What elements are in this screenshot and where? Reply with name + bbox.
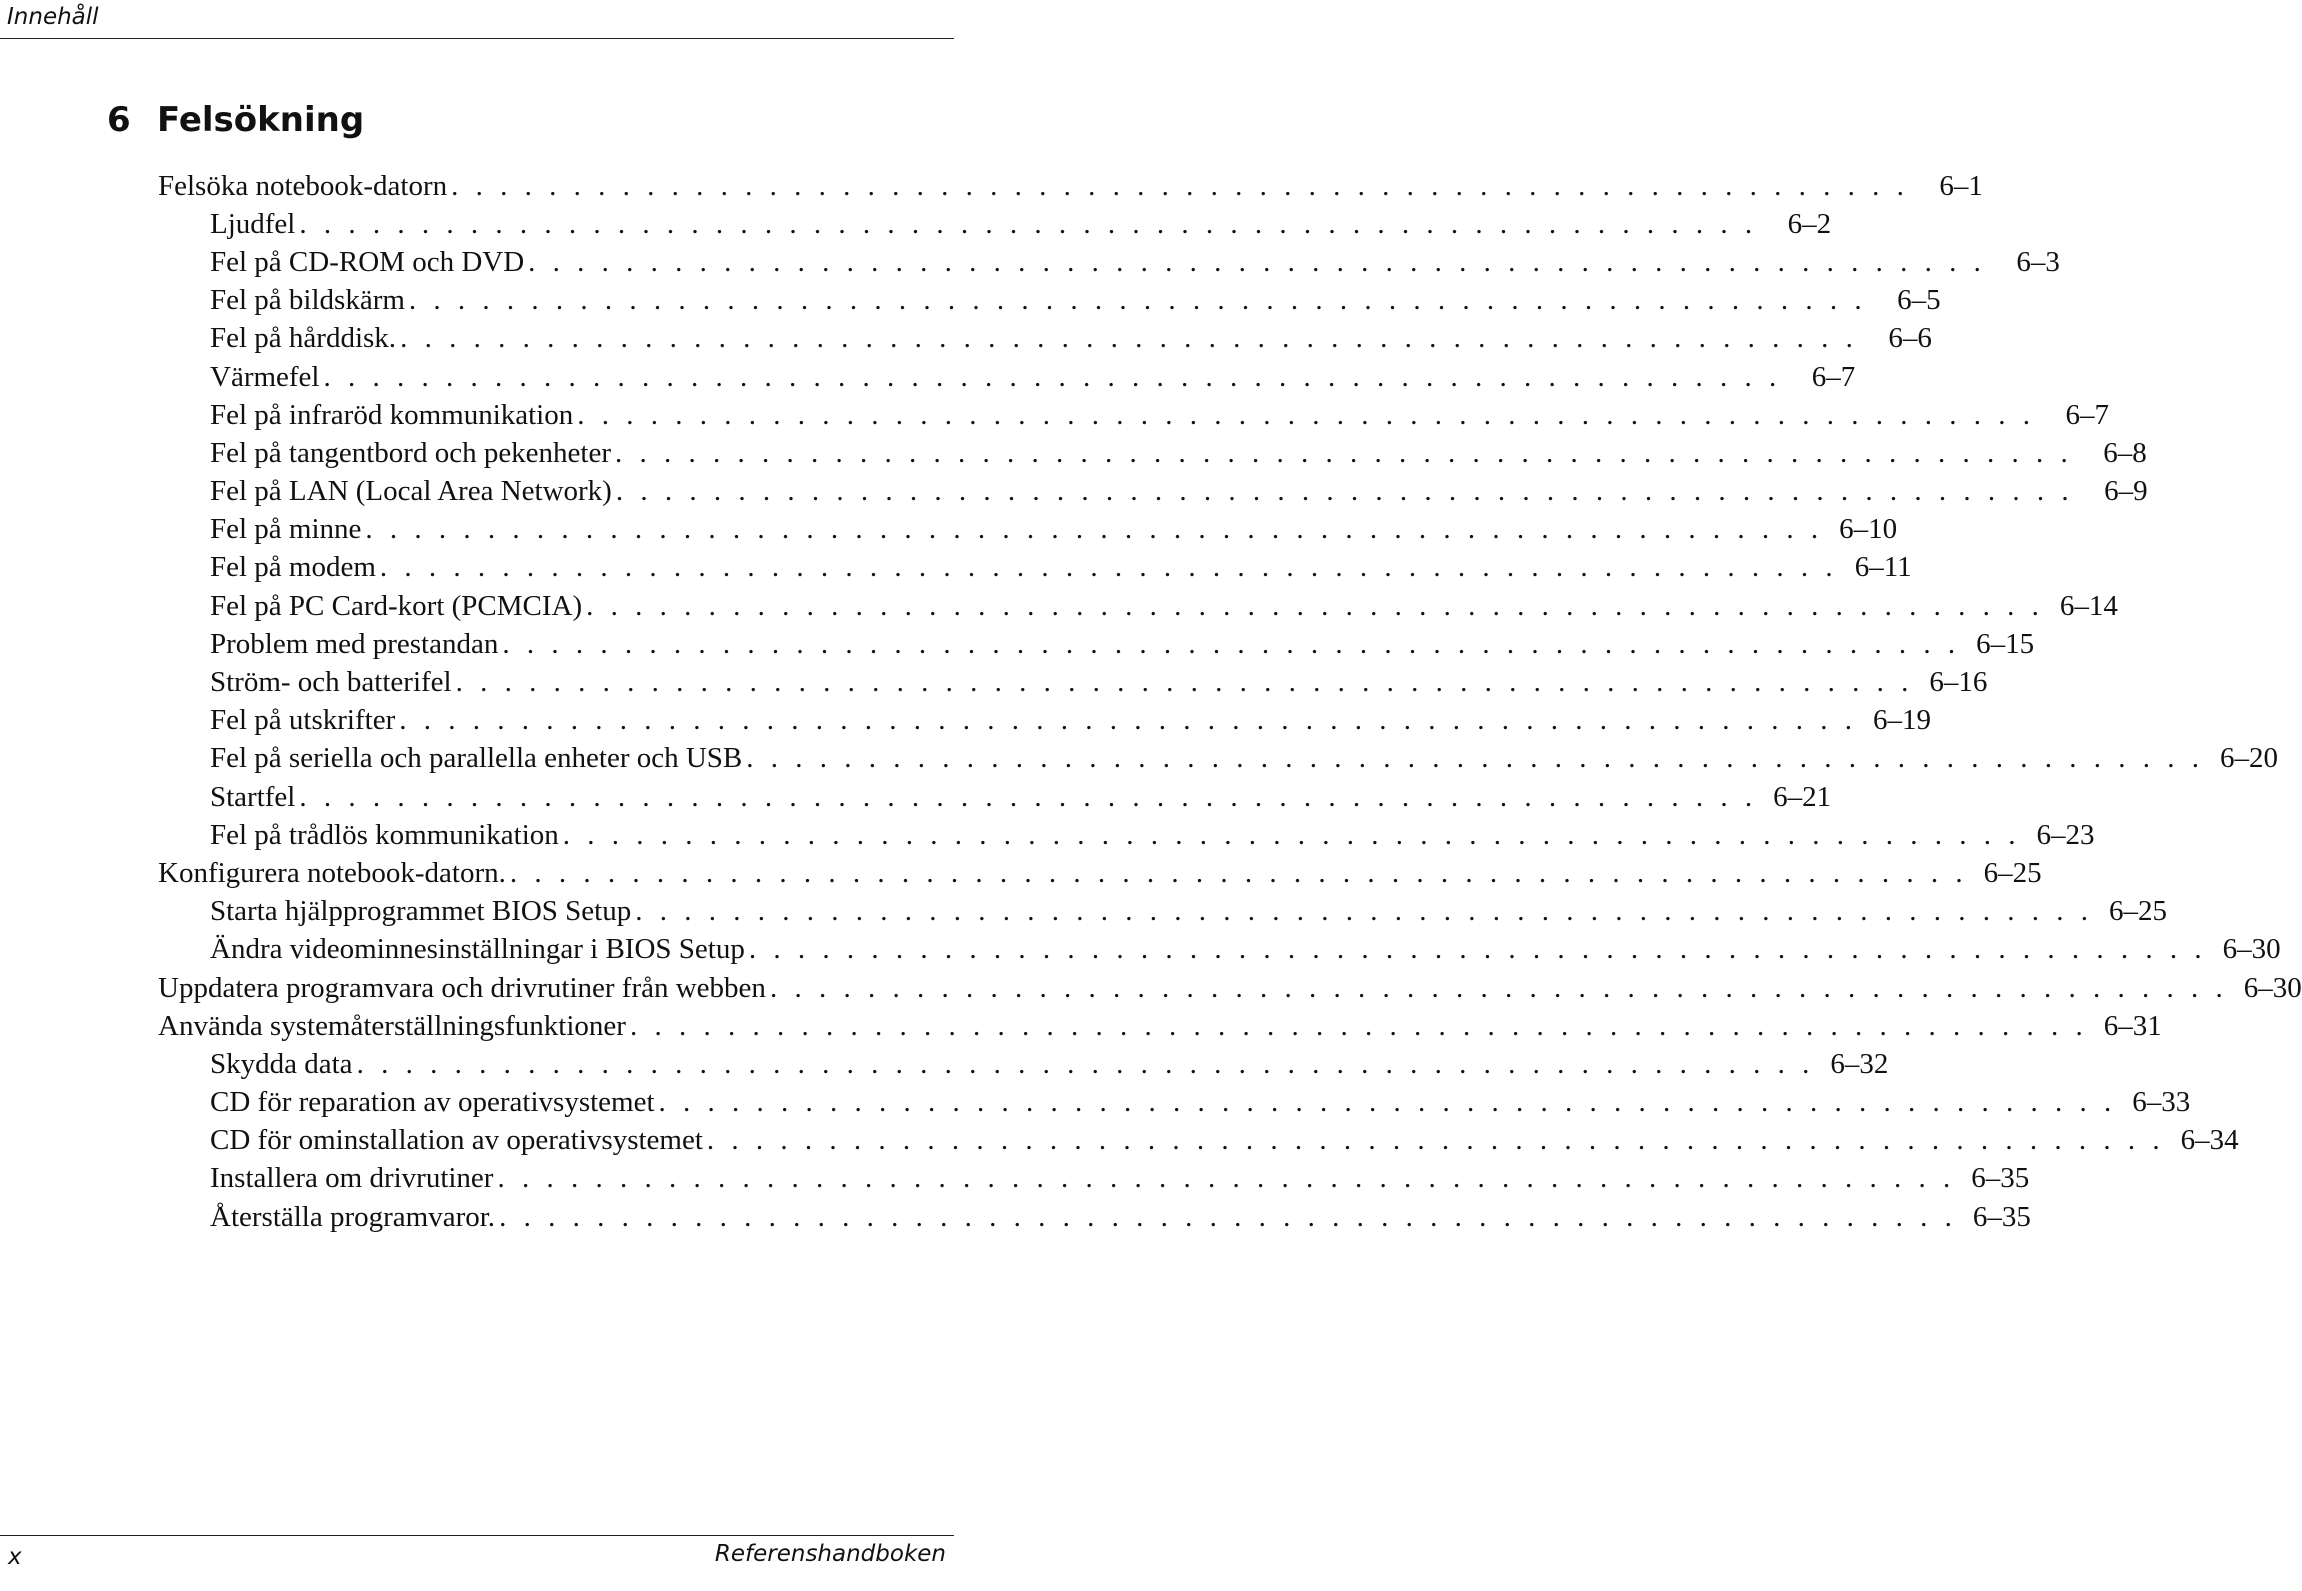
dot-leader: . . . . . . . . . . . . . . . . . . . . . . . . . . . . . . . . . . . . . . . . . . . . . . . . . . . . . . . . . . . . (615, 475, 2074, 508)
toc-entry-title: Fel på modem (210, 551, 376, 584)
dot-leader: . . . . . . . . . . . . . . . . . . . . . . . . . . . . . . . . . . . . . . . . . . . . . . . . . . . . . . . . . . . . (586, 589, 2044, 622)
toc-entry-page: 6–2 (1787, 207, 1832, 240)
toc-entry[interactable] (158, 969, 2302, 1007)
toc-entry-page: 6–15 (1976, 627, 2035, 660)
toc-entry-page: 6–35 (1971, 1162, 2030, 1195)
dot-leader: . . . . . . . . . . . . . . . . . . . . . . . . . . . . . . . . . . . . . . . . . . . . . . . . . . . . . . . . . . . . (499, 1200, 1957, 1233)
toc-entry-title: Felsöka notebook-datorn (158, 169, 448, 202)
toc-entry-title: Fel på CD-ROM och DVD (210, 245, 525, 278)
dot-leader: . . . . . . . . . . . . . . . . . . . . . . . . . . . . . . . . . . . . . . . . . . . . . . . . . . . . . . . . . . . . (562, 818, 2021, 851)
toc-entry-page: 6–3 (2016, 245, 2060, 278)
toc-entry-page: 6–14 (2059, 589, 2118, 622)
toc-entry-title: Fel på hårddisk. (210, 322, 397, 355)
toc-entry-title: CD för reparation av operativsystemet (210, 1086, 655, 1119)
toc-entry[interactable] (158, 702, 1931, 740)
toc-entry-page: 6–21 (1773, 780, 1832, 813)
toc-entry-title: Ström- och batterifel (210, 666, 452, 699)
toc-entry[interactable] (158, 282, 1941, 320)
toc-entry-page: 6–8 (2103, 436, 2147, 469)
dot-leader: . . . . . . . . . . . . . . . . . . . . . . . . . . . . . . . . . . . . . . . . . . . . . . . . . . . . . . . . . . . . (497, 1162, 1956, 1195)
toc-entry-page: 6–6 (1888, 322, 1932, 355)
toc-entry-page: 6–7 (2065, 398, 2109, 431)
toc-entry-page: 6–30 (2222, 933, 2281, 966)
page-number: x (8, 1544, 22, 1570)
dot-leader: . . . . . . . . . . . . . . . . . . . . . . . . . . . . . . . . . . . . . . . . . . . . . . . . . . . . . . . . . . . . (509, 856, 1968, 889)
dot-leader: . . . . . . . . . . . . . . . . . . . . . . . . . . . . . . . . . . . . . . . . . . . . . . . . . . . . . . . . . . . . (455, 666, 1914, 699)
toc-entry-page: 6–32 (1830, 1047, 1889, 1080)
toc-entry-title: Fel på LAN (Local Area Network) (210, 475, 612, 508)
dot-leader: . . . . . . . . . . . . . . . . . . . . . . . . . . . . . . . . . . . . . . . . . . . . . . . . . . . . . . . . . . . . (299, 207, 1758, 240)
toc-entry-page: 6–7 (1811, 360, 1856, 393)
dot-leader: . . . . . . . . . . . . . . . . . . . . . . . . . . . . . . . . . . . . . . . . . . . . . . . . . . . . . . . . . . . . (451, 169, 1909, 202)
toc-entry-title: Värmefel (210, 360, 320, 393)
toc-entry[interactable] (158, 205, 1832, 243)
toc-entry-page: 6–19 (1872, 704, 1931, 737)
dot-leader: . . . . . . . . . . . . . . . . . . . . . . . . . . . . . . . . . . . . . . . . . . . . . . . . . . . . . . . . . . . . (399, 704, 1857, 737)
dot-leader: . . . . . . . . . . . . . . . . . . . . . . . . . . . . . . . . . . . . . . . . . . . . . . . . . . . . . . . . . . . . (577, 398, 2035, 431)
dot-leader: . . . . . . . . . . . . . . . . . . . . . . . . . . . . . . . . . . . . . . . . . . . . . . . . . . . . . . . . . . . . (629, 1009, 2088, 1042)
toc-entry-page: 6–16 (1929, 666, 1988, 699)
toc-entry[interactable] (158, 473, 2148, 511)
toc-entry-page: 6–31 (2103, 1009, 2162, 1042)
toc-entry[interactable] (158, 434, 2147, 472)
toc-entry[interactable] (158, 816, 2095, 854)
toc-entry-page: 6–11 (1854, 551, 1912, 584)
toc-entry[interactable] (158, 549, 1912, 587)
footer-divider (0, 1535, 954, 1536)
dot-leader: . . . . . . . . . . . . . . . . . . . . . . . . . . . . . . . . . . . . . . . . . . . . . . . . . . . . . . . . . . . . (356, 1047, 1815, 1080)
dot-leader: . . . . . . . . . . . . . . . . . . . . . . . . . . . . . . . . . . . . . . . . . . . . . . . . . . . . . . . . . . . . (635, 895, 2093, 928)
dot-leader: . . . . . . . . . . . . . . . . . . . . . . . . . . . . . . . . . . . . . . . . . . . . . . . . . . . . . . . . . . . . (746, 742, 2205, 775)
toc-entry[interactable] (158, 1198, 2031, 1236)
toc-entry-title: Fel på seriella och parallella enheter och USB (210, 742, 743, 775)
dot-leader: . . . . . . . . . . . . . . . . . . . . . . . . . . . . . . . . . . . . . . . . . . . . . . . . . . . . . . . . . . . . (706, 1124, 2165, 1157)
table-of-contents (158, 167, 2302, 1236)
toc-entry[interactable] (158, 167, 1983, 205)
toc-entry[interactable] (158, 511, 1898, 549)
toc-entry-page: 6–30 (2243, 971, 2302, 1004)
toc-entry-title: CD för ominstallation av operativsystemet (210, 1124, 703, 1157)
toc-entry-title: Fel på minne (210, 513, 362, 546)
toc-entry[interactable] (158, 1045, 1889, 1083)
toc-entry[interactable] (158, 396, 2109, 434)
header-divider (0, 38, 954, 39)
toc-entry-title: Fel på bildskärm (210, 284, 405, 317)
toc-entry-page: 6–35 (1972, 1200, 2031, 1233)
toc-entry[interactable] (158, 625, 2035, 663)
toc-entry-page: 6–10 (1839, 513, 1898, 546)
toc-entry-title: Starta hjälpprogrammet BIOS Setup (210, 895, 632, 928)
toc-entry-title: Startfel (210, 780, 296, 813)
toc-entry-title: Använda systemåterställningsfunktioner (158, 1009, 626, 1042)
toc-entry-title: Installera om drivrutiner (210, 1162, 494, 1195)
toc-entry-title: Fel på infraröd kommunikation (210, 398, 574, 431)
toc-entry-page: 6–1 (1939, 169, 1983, 202)
toc-entry-page: 6–25 (1983, 856, 2042, 889)
toc-entry[interactable] (158, 740, 2279, 778)
toc-entry-page: 6–20 (2220, 742, 2279, 775)
dot-leader: . . . . . . . . . . . . . . . . . . . . . . . . . . . . . . . . . . . . . . . . . . . . . . . . . . . . . . . . . . . . (379, 551, 1838, 584)
toc-entry[interactable] (158, 320, 1932, 358)
dot-leader: . . . . . . . . . . . . . . . . . . . . . . . . . . . . . . . . . . . . . . . . . . . . . . . . . . . . . . . . . . . . (528, 245, 1986, 278)
toc-entry-title: Problem med prestandan (210, 627, 499, 660)
book-title: Referenshandboken (714, 1541, 946, 1567)
toc-entry[interactable] (158, 931, 2281, 969)
running-header: Innehåll (7, 4, 99, 30)
toc-entry-title: Konfigurera notebook-datorn. (158, 856, 506, 889)
toc-entry-title: Ljudfel (210, 207, 296, 240)
dot-leader: . . . . . . . . . . . . . . . . . . . . . . . . . . . . . . . . . . . . . . . . . . . . . . . . . . . . . . . . . . . . (408, 284, 1867, 317)
toc-entry-title: Fel på trådlös kommunikation (210, 818, 559, 851)
toc-entry-page: 6–34 (2180, 1124, 2239, 1157)
dot-leader: . . . . . . . . . . . . . . . . . . . . . . . . . . . . . . . . . . . . . . . . . . . . . . . . . . . . . . . . . . . . (365, 513, 1824, 546)
toc-entry[interactable] (158, 778, 1832, 816)
toc-entry-page: 6–9 (2104, 475, 2148, 508)
toc-entry-page: 6–33 (2132, 1086, 2191, 1119)
toc-entry-title: Fel på utskrifter (210, 704, 396, 737)
toc-entry-title: Ändra videominnesinställningar i BIOS Setup (210, 933, 745, 966)
toc-entry-title: Fel på PC Card-kort (PCMCIA) (210, 589, 583, 622)
toc-entry[interactable] (158, 358, 1856, 396)
toc-entry-title: Återställa programvaror. (210, 1200, 496, 1233)
dot-leader: . . . . . . . . . . . . . . . . . . . . . . . . . . . . . . . . . . . . . . . . . . . . . . . . . . . . . . . . . . . . (615, 436, 2073, 469)
toc-entry[interactable] (158, 1084, 2191, 1122)
toc-entry-page: 6–5 (1897, 284, 1941, 317)
dot-leader: . . . . . . . . . . . . . . . . . . . . . . . . . . . . . . . . . . . . . . . . . . . . . . . . . . . . . . . . . . . . (502, 627, 1961, 660)
dot-leader: . . . . . . . . . . . . . . . . . . . . . . . . . . . . . . . . . . . . . . . . . . . . . . . . . . . . . . . . . . . . (658, 1086, 2117, 1119)
chapter-heading (107, 100, 364, 140)
dot-leader: . . . . . . . . . . . . . . . . . . . . . . . . . . . . . . . . . . . . . . . . . . . . . . . . . . . . . . . . . . . . (400, 322, 1858, 355)
chapter-title: Felsökning (157, 100, 365, 140)
toc-entry-page: 6–25 (2109, 895, 2167, 928)
toc-entry[interactable] (158, 663, 1988, 701)
toc-entry-title: Uppdatera programvara och drivrutiner från webben (158, 971, 766, 1004)
toc-entry[interactable] (158, 587, 2118, 625)
dot-leader: . . . . . . . . . . . . . . . . . . . . . . . . . . . . . . . . . . . . . . . . . . . . . . . . . . . . . . . . . . . . (299, 780, 1758, 813)
toc-entry-title: Fel på tangentbord och pekenheter (210, 436, 612, 469)
toc-entry[interactable] (158, 243, 2060, 281)
toc-entry[interactable] (158, 893, 2167, 931)
toc-entry-page: 6–23 (2036, 818, 2095, 851)
toc-entry[interactable] (158, 1007, 2162, 1045)
toc-entry[interactable] (158, 854, 2042, 892)
toc-entry-title: Skydda data (210, 1047, 353, 1080)
dot-leader: . . . . . . . . . . . . . . . . . . . . . . . . . . . . . . . . . . . . . . . . . . . . . . . . . . . . . . . . . . . . (769, 971, 2228, 1004)
dot-leader: . . . . . . . . . . . . . . . . . . . . . . . . . . . . . . . . . . . . . . . . . . . . . . . . . . . . . . . . . . . . (748, 933, 2207, 966)
toc-entry[interactable] (158, 1122, 2239, 1160)
dot-leader: . . . . . . . . . . . . . . . . . . . . . . . . . . . . . . . . . . . . . . . . . . . . . . . . . . . . . . . . . . . . (323, 360, 1782, 393)
toc-entry[interactable] (158, 1160, 2030, 1198)
chapter-number: 6 (107, 100, 131, 140)
